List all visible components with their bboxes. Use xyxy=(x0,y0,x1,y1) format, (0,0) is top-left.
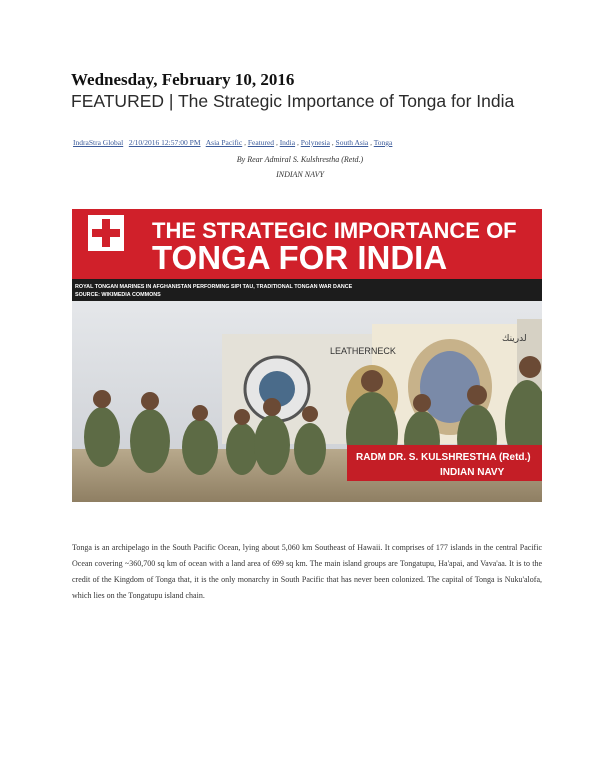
post-meta: IndraStra Global 2/10/2016 12:57:00 PM Asia Pacific , Featured , India , Polynesia , South Asia , Tonga xyxy=(73,138,393,147)
byline-author: By Rear Admiral S. Kulshrestha (Retd.) xyxy=(236,155,364,164)
hero-graphic xyxy=(72,209,542,502)
wall-text: LEATHERNECK xyxy=(330,346,396,356)
arabic-text: لدرينك xyxy=(502,334,527,344)
label-link[interactable]: South Asia xyxy=(335,138,369,147)
timestamp-link[interactable]: 2/10/2016 12:57:00 PM xyxy=(128,138,201,147)
post-date: Wednesday, February 10, 2016 xyxy=(71,70,295,89)
hero-headline-line2: TONGA FOR INDIA xyxy=(152,239,448,276)
label-link[interactable]: Asia Pacific xyxy=(205,138,243,147)
label-link[interactable]: Polynesia xyxy=(300,138,330,147)
label-link[interactable]: Tonga xyxy=(373,138,393,147)
byline-affiliation: INDIAN NAVY xyxy=(276,170,324,179)
hero-source: SOURCE: WIKIMEDIA COMMONS xyxy=(75,292,161,298)
hero-image xyxy=(72,209,542,502)
label-link[interactable]: Featured xyxy=(247,138,275,147)
label-link[interactable]: India xyxy=(279,138,296,147)
post-title[interactable]: FEATURED | The Strategic Importance of Tonga for India xyxy=(71,91,515,111)
overlay-author: RADM DR. S. KULSHRESTHA (Retd.) xyxy=(356,452,531,463)
author-link[interactable]: IndraStra Global xyxy=(73,138,124,147)
article-paragraph: Tonga is an archipelago in the South Pacific Ocean, lying about 5,060 km Southeast of Hawaii. It comprises of 177 islands in the central Pacific Ocean covering ~360,700 sq km of ocean with a land area of 699 sq km. The main island groups are Tongatupu, Ha'apai, and Vava'aa. It is to the credit of the Kingdom of Tonga that, it is the only monarchy in South Pacific that has never been colonized. The capital of Tonga is Nuku'alofa, which lies on the Tongatupu island chain. xyxy=(72,543,542,600)
overlay-affiliation: INDIAN NAVY xyxy=(440,467,505,478)
hero-headline-line1: THE STRATEGIC IMPORTANCE OF xyxy=(152,218,517,243)
hero-caption: ROYAL TONGAN MARINES IN AFGHANISTAN PERFORMING SIPI TAU, TRADITIONAL TONGAN WAR DANCE xyxy=(75,284,353,290)
